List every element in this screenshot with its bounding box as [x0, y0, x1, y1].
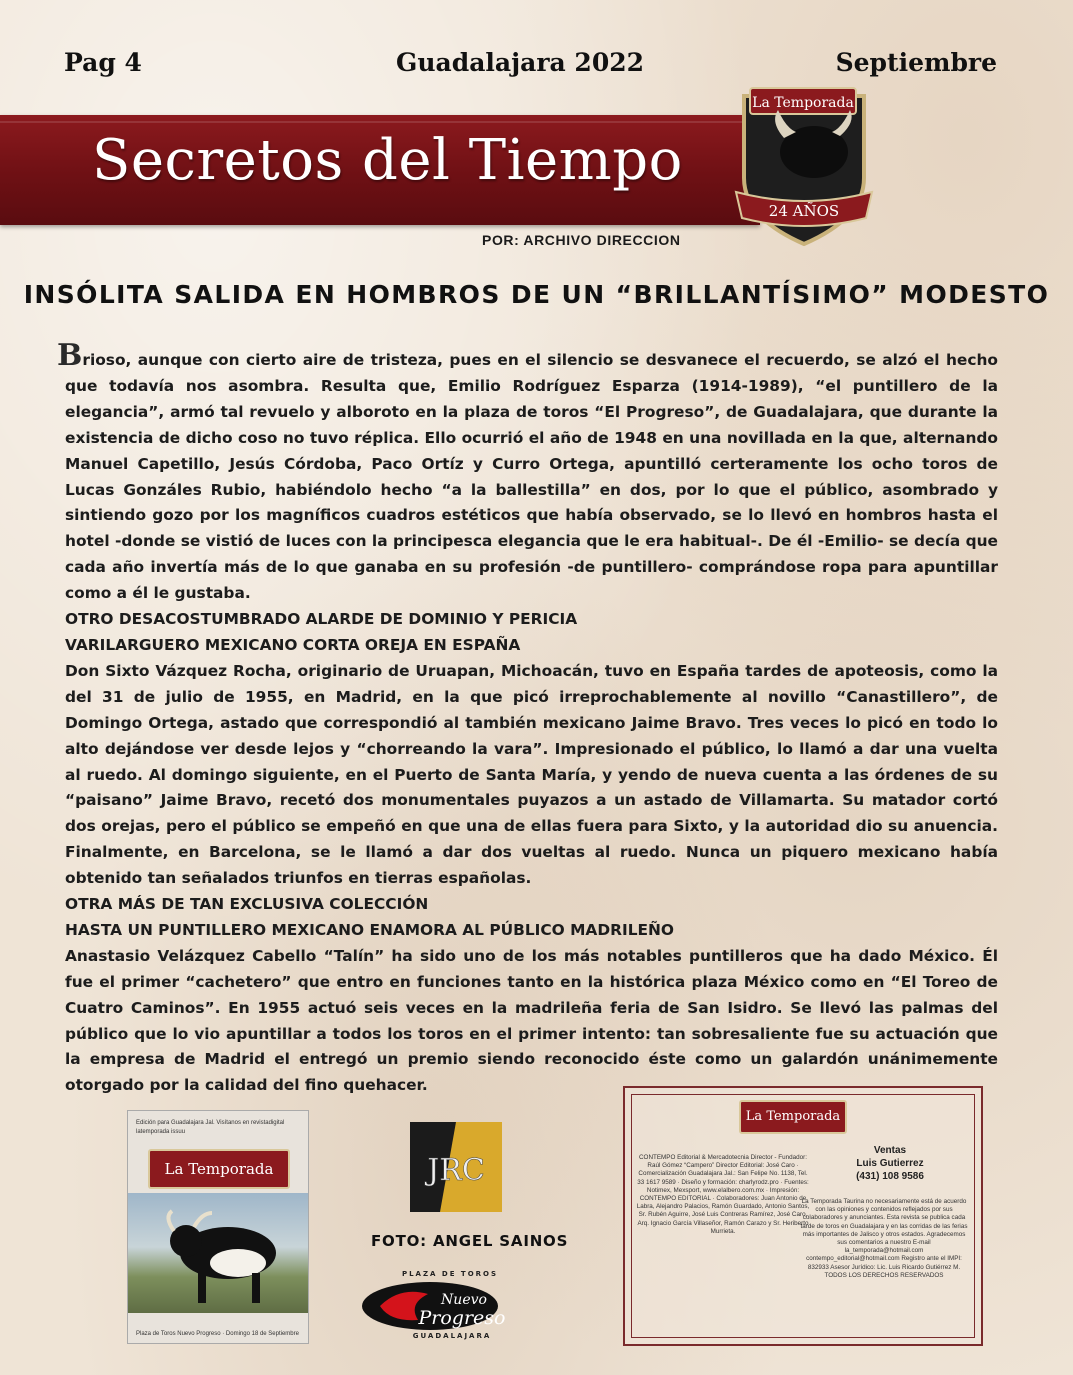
photo-credit: FOTO: ANGEL SAINOS [371, 1232, 569, 1250]
subheading-1b: VARILARGUERO MEXICANO CORTA OREJA EN ESPAÑA [65, 635, 521, 654]
article-headline: INSÓLITA SALIDA EN HOMBROS DE UN “BRILLANTÍSIMO” MODESTO [23, 280, 1050, 309]
cover-logo: La Temporada [148, 1149, 290, 1189]
cover-bull-photo [128, 1193, 308, 1313]
paragraph-2: Don Sixto Vázquez Rocha, originario de Uruapan, Michoacán, tuvo en España tardes de apoteosis, como la del 31 de julio de 1955, en Madrid, en la que picó irreprochablemente al novillo “Canastillero”, de Domingo Ortega, astado que correspondió al también mexicano Jaime Bravo. Tres veces lo picó en todo lo alto dejándose ver desde lejos y “chorreando la vara”. Impresionado el público, lo llamó a dar una vuelta al ruedo. Al domingo siguiente, en el Puerto de Santa María, y yendo de nueva cuenta a las órdenes de su “paisano” Jaime Bravo, recetó dos monumentales puyazos a un astado de Villamarta. Su matador cortó dos orejas, pero el público se empeñó en que una de ellas fuera para Sixto, y la autoridad dio su anuencia. Finalmente, en Barcelona, se le llamó a dar dos vueltas al ruedo. Nunca un piquero mexicano había obtenido tan señalados triunfos en tierras españolas. [65, 661, 998, 888]
paragraph-1 [57, 338, 998, 607]
paragraph-1-text: rioso, aunque con cierto aire de tristeza, pues en el silencio se desvanece el recuerdo, se alzó el hecho que todavía nos asombra. Resulta que, Emilio Rodríguez Esparza (1914-1989), “el puntillero de la elegancia”, armó tal revuelo y alboroto en la plaza de toros “El Progreso”, de Guadalajara, que durante la existencia de dicho coso no tuvo réplica. Ello ocurrió el año de 1948 en una novillada en la que, alternando Manuel Capetillo, Jesús Córdoba, Paco Ortíz y Curro Ortega, apuntilló certeramente los ocho toros de Lucas Gonzáles Rubio, habiéndolo hecho “a la ballestilla” en dos, por lo que el público, asombrado y sintiendo gozo por los magníficos cuadros estéticos que había observado, se lo llevó en hombros hasta el hotel -donde se vistió de luces con la principesca elegancia que le era habitual-. De él -Emilio- se decía que cada año invertía más de lo que ganaba en su profesión -de puntillero- comprándose ropa para apuntillar como a él le gustaba. [65, 351, 998, 603]
credits-disclaimer-text: La Temporada Taurina no necesariamente está de acuerdo con las opiniones y contenidos reflejados por sus colaboradores y anunciantes. Esta revista se publica cada tarde de toros en Guadalajara y en las corridas de las ferias más importantes de Jalisco y otros estados. Agradecemos sus comentarios a nuestro E-mail la_temporada@hotmail.com contempo_editorial@hotmail.com Registro ante el IMPI: 832933 Asesor Jurídico: Lic. Luis Ricardo Gutiérrez M. TODOS LOS DERECHOS RESERVADOS [800, 1198, 968, 1279]
edition-month: Septiembre [835, 48, 997, 77]
sales-phone: (431) 108 9586 [856, 1171, 924, 1182]
cover-top-text: Edición para Guadalajara Jal. Visítanos en revistadigital latemporada issuu [136, 1120, 285, 1135]
jrc-logo [410, 1122, 502, 1212]
credits-box [623, 1086, 983, 1346]
plaza-bottom-text: GUADALAJARA [412, 1332, 492, 1340]
drop-cap: B [57, 338, 83, 373]
sales-name: Luis Gutierrez [856, 1158, 924, 1169]
sales-label: Ventas [873, 1145, 907, 1156]
subheading-2a: OTRA MÁS DE TAN EXCLUSIVA COLECCIÓN [65, 895, 429, 914]
edition-city-year: Guadalajara 2022 [396, 48, 644, 77]
plaza-name-2: Progreso [418, 1307, 506, 1329]
page-number: Pag 4 [64, 48, 142, 77]
logo-years: 24 AÑOS [768, 202, 840, 220]
jrc-logo-text: JRC [427, 1153, 485, 1188]
paragraph-3: Anastasio Velázquez Cabello “Talín” ha sido uno de los más notables puntilleros que ha dado México. Él fue el primer “cachetero” que entro en funciones tanto en la histórica plaza México como en “El Toreo de Cuatro Caminos”. En 1955 actuó seis veces en la madrileña feria de San Isidro. Se llevó las palmas del público que lo vio apuntillar a todos los toros en el primer intento: tan sobresaliente fue su actuación que la empresa de Madrid el entregó un premio siendo reconocido éste como un galardón unánimemente otorgado por la calidad del fino quehacer. [65, 946, 998, 1095]
credits-logo: La Temporada [739, 1100, 847, 1134]
cover-bottom-text: Plaza de Toros Nuevo Progreso · Domingo 18 de Septiembre [136, 1331, 299, 1337]
article-body [57, 338, 998, 1099]
credits-staff-text: CONTEMPO Editorial & Mercadotecnia Director - Fundador: Raúl Gómez “Campero” Director Editorial: José Caro · Comercialización Guadalajara Jal.: San Felipe No. 1138, Tel. 33 1617 9589 · Diseño y formación: charlyrodz.pro · Fuentes: Notimex, Mexsport, www.elalbero.com.mx · Impresión: CONTEMPO EDITORIAL · Colaboradores: Juan Antonio de Labra, Alejandro Palacios, Ramón Guardado, Antonio Santos, Sr. Rubén Aguirre, José Luis Contreras Ramírez, José Caro, Arq. Ignacio García Villaseñor, Ramón Carazo y Sr. Heriberto Murrieta. [636, 1154, 810, 1235]
nuevo-progreso-logo [360, 1266, 520, 1340]
section-title: Secretos del Tiempo [92, 128, 683, 193]
plaza-top-text: PLAZA DE TOROS [401, 1270, 499, 1278]
sales-contact [825, 1144, 955, 1183]
subheading-2b: HASTA UN PUNTILLERO MEXICANO ENAMORA AL PÚBLICO MADRILEÑO [65, 920, 674, 939]
la-temporada-shield-logo [732, 86, 876, 248]
subheading-1a: OTRO DESACOSTUMBRADO ALARDE DE DOMINIO Y PERICIA [65, 610, 578, 629]
bull-silhouette-icon [128, 1193, 308, 1313]
byline: POR: ARCHIVO DIRECCION [482, 232, 681, 248]
plaza-name-1: Nuevo [441, 1292, 487, 1308]
magazine-cover-image [127, 1110, 309, 1344]
logo-name: La Temporada [752, 95, 854, 111]
